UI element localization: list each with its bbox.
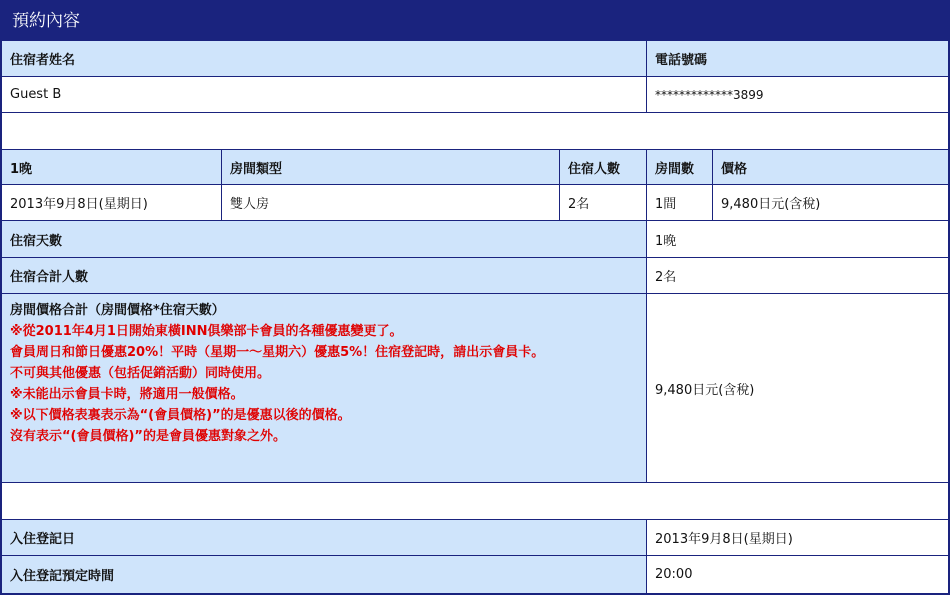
price-total-label: 房間價格合計（房間價格*住宿天數） — [10, 303, 225, 318]
panel-title: 預約內容 — [2, 2, 948, 40]
guest-count-cell: 2名 — [560, 185, 646, 220]
membership-note: 不可與其他優惠（包括促銷活動）同時使用。 — [10, 366, 271, 381]
room-type-column-header: 房間類型 — [222, 150, 559, 184]
guests-column-header: 住宿人數 — [560, 150, 646, 184]
membership-note: ※以下價格表裏表示為“(會員價格)”的是優惠以後的價格。 — [10, 408, 351, 423]
phone-label: 電話號碼 — [647, 41, 948, 76]
checkin-time-label: 入住登記預定時間 — [2, 556, 646, 593]
checkin-date-label: 入住登記日 — [2, 520, 646, 555]
phone-value: *************3899 — [647, 77, 948, 112]
guest-name-label: 住宿者姓名 — [2, 41, 646, 76]
total-people-value: 2名 — [647, 258, 948, 293]
checkin-date-value: 2013年9月8日(星期日) — [647, 520, 948, 555]
spacer-row — [2, 483, 948, 519]
nights-column-header: 1晚 — [2, 150, 221, 184]
checkin-time-value: 20:00 — [647, 556, 948, 593]
price-column-header: 價格 — [713, 150, 948, 184]
spacer-row — [2, 113, 948, 149]
guest-name-value: Guest B — [2, 77, 646, 112]
price-total-value: 9,480日元(含稅) — [647, 294, 948, 482]
rooms-column-header: 房間數 — [647, 150, 712, 184]
membership-note: ※從2011年4月1日開始東橫INN俱樂部卡會員的各種優惠變更了。 — [10, 324, 403, 339]
total-people-label: 住宿合計人數 — [2, 258, 646, 293]
room-type-cell: 雙人房 — [222, 185, 559, 220]
price-total-notes — [2, 294, 646, 482]
membership-note: 沒有表示“(會員價格)”的是會員優惠對象之外。 — [10, 429, 286, 444]
nights-label: 住宿天數 — [2, 221, 646, 257]
room-count-cell: 1間 — [647, 185, 712, 220]
nights-value: 1晚 — [647, 221, 948, 257]
room-price-cell: 9,480日元(含稅) — [713, 185, 948, 220]
membership-note: 會員周日和節日優惠20%！平時（星期一～星期六）優惠5%！住宿登記時，請出示會員卡。 — [10, 345, 545, 360]
membership-note: ※未能出示會員卡時，將適用一般價格。 — [10, 387, 244, 402]
stay-date-cell: 2013年9月8日(星期日) — [2, 185, 221, 220]
